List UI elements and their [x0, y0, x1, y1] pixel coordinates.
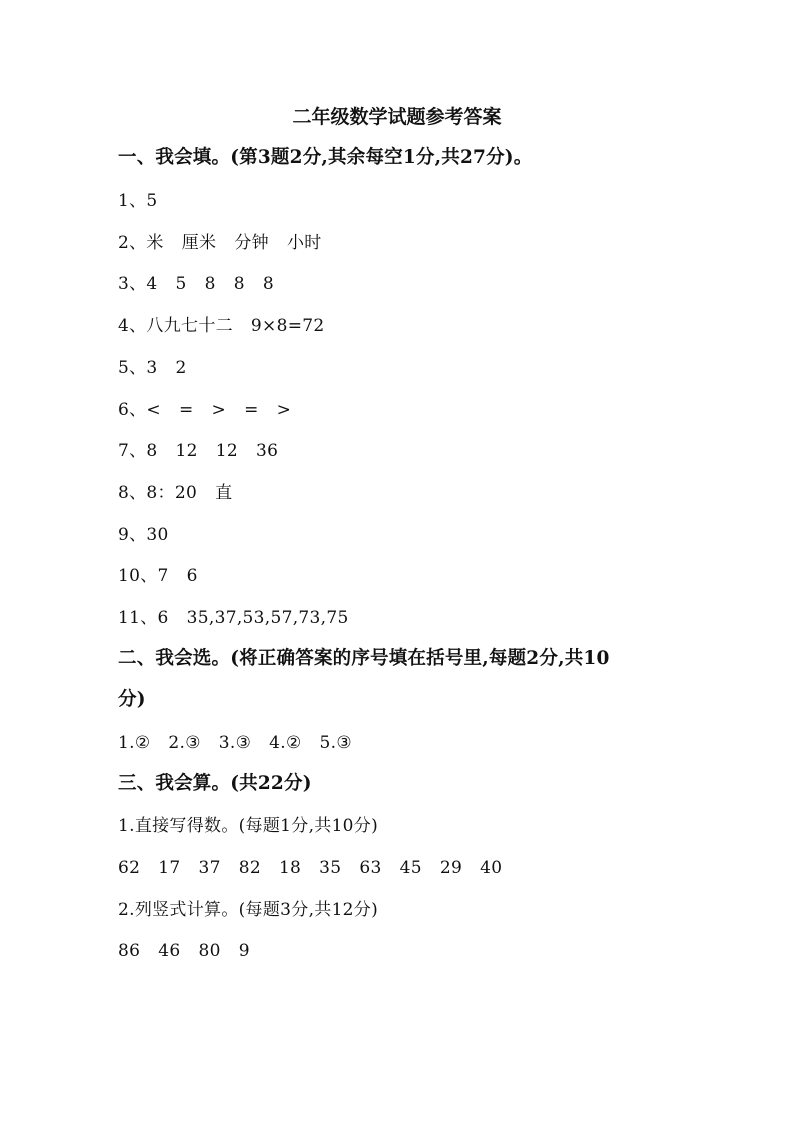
answer-value: 直: [215, 483, 233, 503]
choice-answer: 2.③: [168, 733, 201, 753]
answer-value: =: [178, 400, 194, 420]
answer-value: 厘米: [181, 233, 217, 253]
section3-heading: 三、我会算。(共22分): [118, 773, 312, 794]
answer-value: 12: [175, 441, 198, 461]
answer-value: 8: [233, 274, 245, 294]
answer-value: 30: [146, 525, 169, 545]
fill-answer-9: [118, 522, 169, 548]
calc-answer: 80: [198, 941, 221, 961]
calc-answer: 9: [238, 941, 250, 961]
item-number: 9、: [118, 525, 147, 545]
item-number: 6、: [118, 400, 147, 420]
fill-answer-8: [118, 480, 232, 506]
fill-answer-3: [118, 271, 274, 297]
calc-part1-answers: [118, 855, 502, 881]
calc-answer: 45: [399, 858, 422, 878]
calc-part2-label: 2.列竖式计算。(每题3分,共12分): [118, 900, 379, 920]
answer-value: 35,37,53,57,73,75: [186, 608, 349, 628]
calc-answer: 35: [319, 858, 342, 878]
fill-answer-10: [118, 563, 198, 589]
section1-heading: 一、我会填。(第3题2分,其余每空1分,共27分)。: [118, 147, 533, 168]
fill-answer-5: [118, 355, 187, 381]
item-number: 1、: [118, 191, 147, 211]
item-number: 3、: [118, 274, 147, 294]
fill-answer-1: [118, 188, 158, 214]
choice-answer: 1.②: [118, 733, 151, 753]
answer-value: 8: [204, 274, 216, 294]
calc-part2-answers: [118, 938, 250, 964]
fill-answer-4: [118, 313, 324, 339]
answer-value: 米: [146, 233, 164, 253]
answer-value: 9×8=72: [250, 316, 325, 336]
calc-answer: 82: [238, 858, 261, 878]
answer-value: 小时: [286, 233, 322, 253]
calc-answer: 86: [118, 941, 141, 961]
item-number: 5、: [118, 358, 147, 378]
answer-value: 8: [262, 274, 275, 294]
calc-answer: 37: [198, 858, 221, 878]
answer-value: 8: [146, 441, 158, 461]
item-number: 7、: [118, 441, 147, 461]
item-number: 2、: [118, 233, 147, 253]
item-number: 4、: [118, 316, 147, 336]
choice-answer: 5.③: [319, 733, 352, 753]
answer-value: 3: [146, 358, 158, 378]
calc-part1-label: 1.直接写得数。(每题1分,共10分): [118, 816, 379, 836]
answer-value: 36: [256, 441, 279, 461]
answer-value: <: [146, 400, 161, 420]
calc-answer: 40: [480, 858, 503, 878]
answer-value: 5: [175, 274, 187, 294]
choice-answer: 4.②: [269, 733, 302, 753]
calc-answer: 62: [118, 858, 141, 878]
section2-heading-line1: 二、我会选。(将正确答案的序号填在括号里,每题2分,共10: [118, 648, 610, 669]
answer-value: 12: [215, 441, 239, 461]
fill-answer-11: [118, 605, 349, 631]
fill-answer-6: [118, 397, 291, 423]
choice-answers: [118, 730, 352, 756]
answer-value: 八九七十二: [146, 316, 233, 336]
calc-answer: 63: [359, 858, 382, 878]
item-number: 8、: [118, 483, 147, 503]
answer-value: 7: [157, 566, 169, 586]
fill-answer-2: [118, 230, 322, 256]
item-number: 11、: [118, 608, 158, 628]
answer-value: 4: [146, 274, 158, 294]
calc-answer: 46: [158, 941, 181, 961]
calc-answer: 17: [158, 858, 181, 878]
answer-value: 6: [186, 566, 198, 586]
answer-value: 8：20: [146, 483, 198, 503]
fill-answer-7: [118, 438, 278, 464]
calc-answer: 29: [439, 858, 463, 878]
section2-heading-line2: 分): [118, 689, 146, 710]
answer-value: >: [211, 400, 227, 420]
answer-value: =: [244, 400, 259, 420]
item-number: 10、: [118, 566, 158, 586]
page-title: 二年级数学试题参考答案: [292, 106, 502, 128]
answer-value: 分钟: [234, 233, 269, 253]
calc-answer: 18: [278, 858, 302, 878]
answer-value: 2: [175, 358, 187, 378]
choice-answer: 3.③: [218, 733, 252, 753]
answer-value: 5: [146, 191, 158, 211]
answer-value: >: [276, 400, 292, 420]
answer-value: 6: [157, 608, 169, 628]
